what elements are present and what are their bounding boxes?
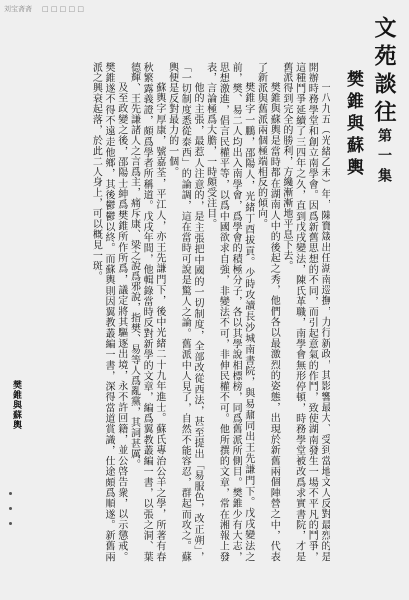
running-head: 樊錐與蘇輿 bbox=[11, 380, 21, 430]
paragraph: 蘇輿字厚康，號嘉荃，平江人，亦王先謙門下，後中光緒二十九年進士。蘇氏專治公羊之學，所著有春秋繁露義證，頗爲學者所稱道。戊戌年間，他輯錄當時反對新學的文章，編爲翼教叢編一書，以張之洞、葉德輝、王先謙諸人之言爲主，痛斥康、梁之說爲邪說，指樊、易等人爲亂黨，其詞甚厲。 bbox=[128, 62, 165, 562]
paragraph: 他的主張，最惹人注意的，是主張把中國的一切制度，全部改從西法，甚至提出「易服色，改正朔」，「一切制度悉從泰西」的論調，這在當時可說是驚人之論。舊派中人見了，自然不能容忍，群起而攻之。蘇輿便是反對最力的一個。 bbox=[166, 62, 203, 562]
binding-dot bbox=[9, 507, 12, 510]
paragraph: 一八九五（光緒乙未）年，陳寶箴出任湖南巡撫，力行新政，其影響最大、受到當地文人反對最烈的是開辦時務學堂和創立南學會。因爲新舊思想的不同，而引起意氣的作鬥，致使湖南發生一場不平凡的鬥爭，這種鬥爭延續了三四年之久，直到戊戌變法，陳氏革職，南學會無形停頓，時務學堂被改爲求實書院，才是舊派得到完全的勝利，方纔漸漸地平息下去。 bbox=[280, 62, 330, 562]
column-title-block bbox=[371, 16, 397, 188]
paragraph: 樊錐字一鵬，邵陽人，光緒丁酉拔貢。少時攻讀長沙城南書院，與易鼐同出王先謙門下。戊戌變法之前，樊、易二人均出入南學會，爲學會的積極分子，各以其學說相標榜，同爲舊派所側目。樊錐少有大志，思想激進，倡言民權平等，以爲中國欲求自強，非變法不可，非伸民權不可。他所撰的文章，常在湘報上發表，言論極爲大膽，一時頗受注目。 bbox=[204, 62, 254, 562]
binding-dot bbox=[9, 492, 12, 495]
column-title: 文苑談往 bbox=[371, 16, 397, 128]
watermark-right: □ □ □ □ □ bbox=[42, 5, 84, 13]
binding-dot bbox=[9, 522, 12, 525]
series-number: 第一集 bbox=[376, 128, 392, 188]
article-body bbox=[26, 62, 330, 562]
binding-marks bbox=[5, 480, 15, 570]
article-title: 樊錐與蘇輿 bbox=[343, 70, 363, 180]
watermark-left: 刘宝斋斋 bbox=[4, 5, 32, 13]
scan-watermark bbox=[0, 0, 409, 18]
paragraph: 及至政變之後，邵陽士紳爲樊錐所作所爲，議定將其驅逐出境，永不許回籍，並公啓告衆，以示懲戒。樊錐遂不得不遠走他鄉，其後鬱鬱以終。而蘇輿則因翼教叢編一書，深得當道賞識，仕途頗爲順遂。新舊兩派之興衰起落，於此二人身上，可以概見一斑。 bbox=[90, 62, 127, 562]
paragraph: 樊錐與蘇輿是當時都在湖南人中的後起之秀，他們各以最激烈的姿態，出現於新舊兩個陣營之中，代表了新派與舊派兩個極端相反的傾向。 bbox=[255, 62, 280, 562]
